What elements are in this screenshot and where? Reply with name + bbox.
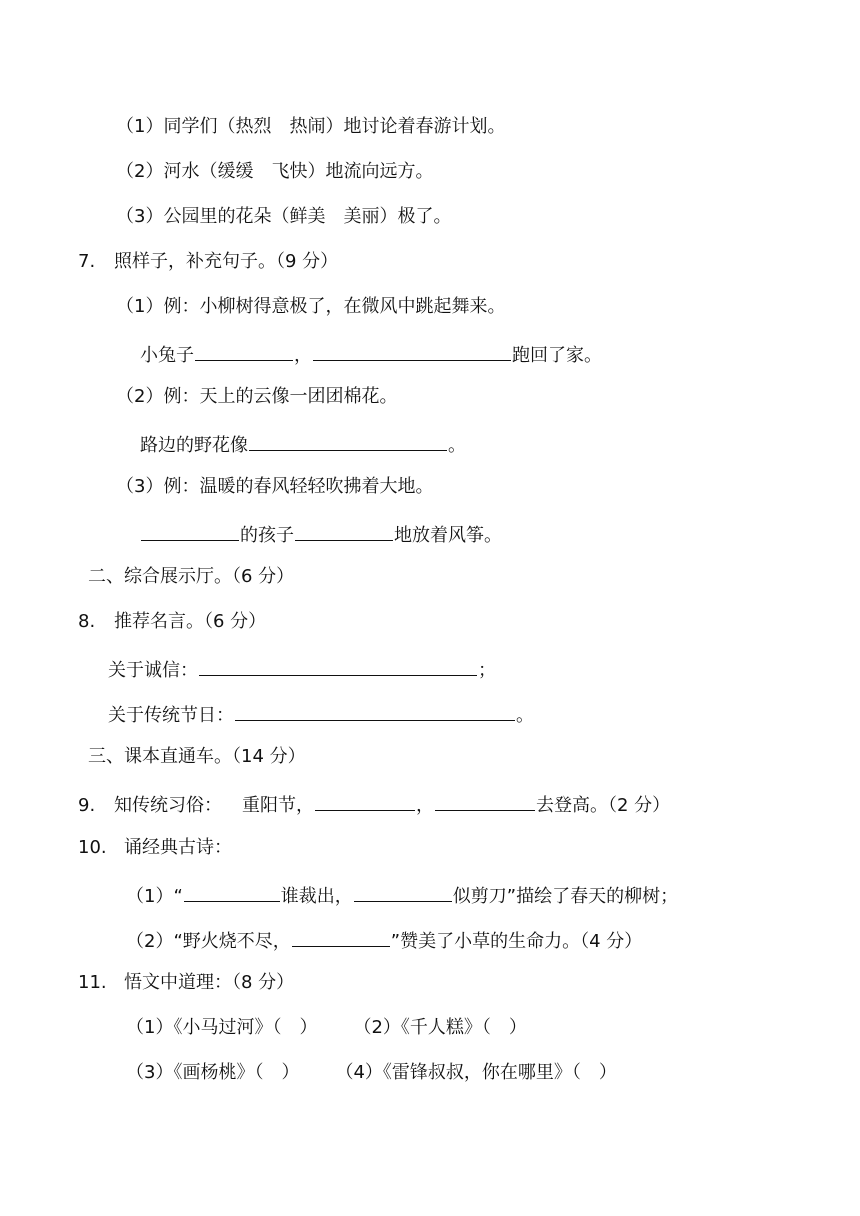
- question-title: 推荐名言。（6 分）: [114, 611, 267, 632]
- q8-heading: [78, 608, 266, 636]
- answer-blank[interactable]: [295, 518, 393, 541]
- q7-example-3: [116, 473, 433, 501]
- q8-line-2: [108, 698, 534, 726]
- question-title: 照样子，补充句子。（9 分）: [114, 251, 339, 272]
- answer-label: 关于传统节日：: [108, 705, 234, 726]
- q9-line: [78, 788, 670, 816]
- answer-blank[interactable]: [315, 788, 415, 811]
- answer-prefix: 重阳节，: [242, 795, 314, 816]
- q8-line-1: [108, 653, 496, 681]
- q10-line-1: [126, 879, 678, 907]
- item-number: （1）: [126, 886, 174, 907]
- q7-answer-1: [140, 338, 602, 366]
- answer-blank[interactable]: [184, 879, 280, 902]
- answer-blank[interactable]: [199, 653, 477, 676]
- example-text: 例：小柳树得意极了，在微风中跳起舞来。: [163, 296, 506, 317]
- q7-heading: [78, 248, 338, 276]
- item-number: （1）: [116, 296, 164, 317]
- question-title: 悟文中道理：（8 分）: [124, 972, 295, 993]
- item-text: 同学们（热烈 热闹）地讨论着春游计划。: [163, 116, 506, 137]
- example-text: 例：天上的云像一团团棉花。: [163, 386, 398, 407]
- story-item: （1）《小马过河》（ ）: [126, 1017, 318, 1038]
- answer-blank[interactable]: [435, 788, 535, 811]
- answer-prefix: 小兔子: [140, 345, 194, 366]
- answer-blank[interactable]: [354, 879, 452, 902]
- story-item: （4）《雷锋叔叔，你在哪里》（ ）: [335, 1062, 617, 1083]
- answer-prefix: 路边的野花像: [140, 435, 248, 456]
- item-number: （1）: [116, 116, 164, 137]
- item-number: （2）: [116, 161, 164, 182]
- answer-end: ；: [478, 660, 496, 681]
- answer-suffix: 地放着风筝。: [394, 525, 502, 546]
- item-number: （3）: [116, 206, 164, 227]
- item-number: （3）: [116, 476, 164, 497]
- q6-item-2: [116, 158, 433, 186]
- answer-blank[interactable]: [249, 428, 447, 451]
- example-text: 例：温暖的春风轻轻吹拂着大地。: [163, 476, 434, 497]
- section-heading-3: 三、课本直通车。（14 分）: [88, 746, 306, 767]
- question-label: 知传统习俗：: [114, 795, 222, 816]
- q7-example-1: [116, 293, 505, 321]
- question-number: 10.: [78, 837, 107, 858]
- q7-example-2: [116, 383, 397, 411]
- q11-heading: [78, 969, 294, 997]
- answer-blank[interactable]: [313, 338, 511, 361]
- q11-line-1: [126, 1014, 527, 1042]
- q11-line-2: [126, 1059, 617, 1087]
- poem-text: 谁裁出，: [280, 886, 353, 907]
- question-number: 11.: [78, 972, 107, 993]
- q6-item-3: [116, 203, 451, 231]
- story-item: （3）《画杨桃》（ ）: [126, 1062, 300, 1083]
- answer-comma: ，: [416, 795, 434, 816]
- answer-blank[interactable]: [292, 924, 390, 947]
- answer-end: 。: [516, 705, 534, 726]
- poem-text: “野火烧不尽，: [173, 931, 291, 952]
- story-item: （2）《千人糕》（ ）: [353, 1017, 527, 1038]
- poem-text-end: 似剪刀”描绘了春天的柳树；: [452, 886, 679, 907]
- poem-text-end: ”赞美了小草的生命力。（4 分）: [390, 931, 643, 952]
- answer-label: 关于诚信：: [108, 660, 198, 681]
- open-quote: “: [173, 886, 183, 907]
- q6-item-1: [116, 113, 505, 141]
- q10-heading: [78, 834, 232, 862]
- item-text: 河水（缓缓 飞快）地流向远方。: [163, 161, 434, 182]
- question-number: 7.: [78, 251, 96, 272]
- q10-line-2: [126, 924, 642, 952]
- section-heading-2: 二、综合展示厅。（6 分）: [88, 566, 295, 587]
- question-number: 8.: [78, 611, 96, 632]
- question-title: 诵经典古诗：: [124, 837, 232, 858]
- answer-blank[interactable]: [195, 338, 293, 361]
- q7-answer-3: [140, 518, 502, 546]
- item-number: （2）: [116, 386, 164, 407]
- answer-blank[interactable]: [141, 518, 239, 541]
- answer-suffix: 。: [448, 435, 466, 456]
- answer-suffix: 跑回了家。: [512, 345, 602, 366]
- item-number: （2）: [126, 931, 174, 952]
- answer-comma: ，: [294, 345, 312, 366]
- answer-middle: 的孩子: [240, 525, 294, 546]
- answer-suffix: 去登高。（2 分）: [536, 795, 671, 816]
- answer-blank[interactable]: [235, 698, 515, 721]
- item-text: 公园里的花朵（鲜美 美丽）极了。: [163, 206, 452, 227]
- question-number: 9.: [78, 795, 96, 816]
- q7-answer-2: [140, 428, 466, 456]
